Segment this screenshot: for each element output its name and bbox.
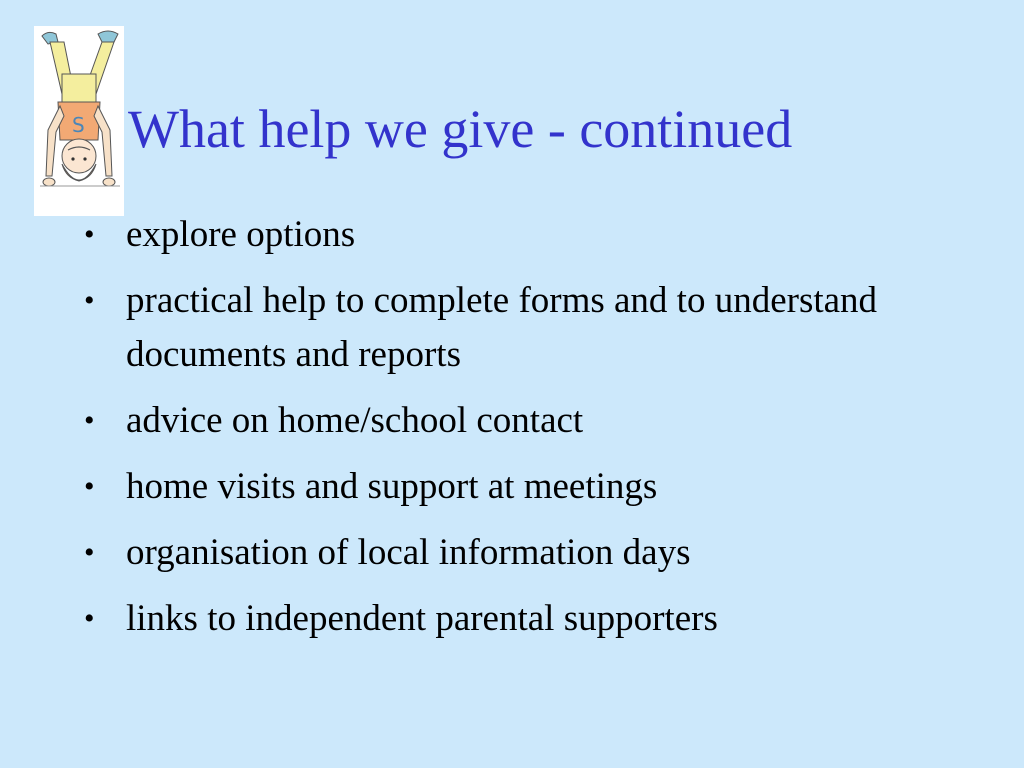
bullet-marker: • bbox=[84, 602, 95, 635]
bullet-item bbox=[84, 274, 984, 382]
bullet-marker: • bbox=[84, 470, 95, 503]
bullet-marker: • bbox=[84, 536, 95, 569]
bullet-item bbox=[84, 460, 984, 514]
bullet-text: advice on home/school contact bbox=[126, 400, 584, 441]
bullet-text: organisation of local information days bbox=[126, 532, 691, 573]
bullet-marker: • bbox=[84, 404, 95, 437]
bullet-text: home visits and support at meetings bbox=[126, 466, 658, 507]
bullet-marker: • bbox=[84, 218, 95, 251]
svg-text:S: S bbox=[72, 113, 85, 137]
bullet-item bbox=[84, 526, 984, 580]
bullet-item bbox=[84, 208, 984, 262]
bullet-list bbox=[84, 208, 984, 658]
slide-title: What help we give - continued bbox=[128, 99, 793, 159]
bullet-item bbox=[84, 394, 984, 448]
bullet-text: links to independent parental supporters bbox=[126, 598, 718, 639]
bullet-text: practical help to complete forms and to understand documents and reports bbox=[126, 280, 878, 375]
bullet-text: explore options bbox=[126, 214, 356, 255]
bullet-item bbox=[84, 592, 984, 646]
handstand-child-icon bbox=[34, 26, 124, 216]
bullet-marker: • bbox=[84, 284, 95, 317]
